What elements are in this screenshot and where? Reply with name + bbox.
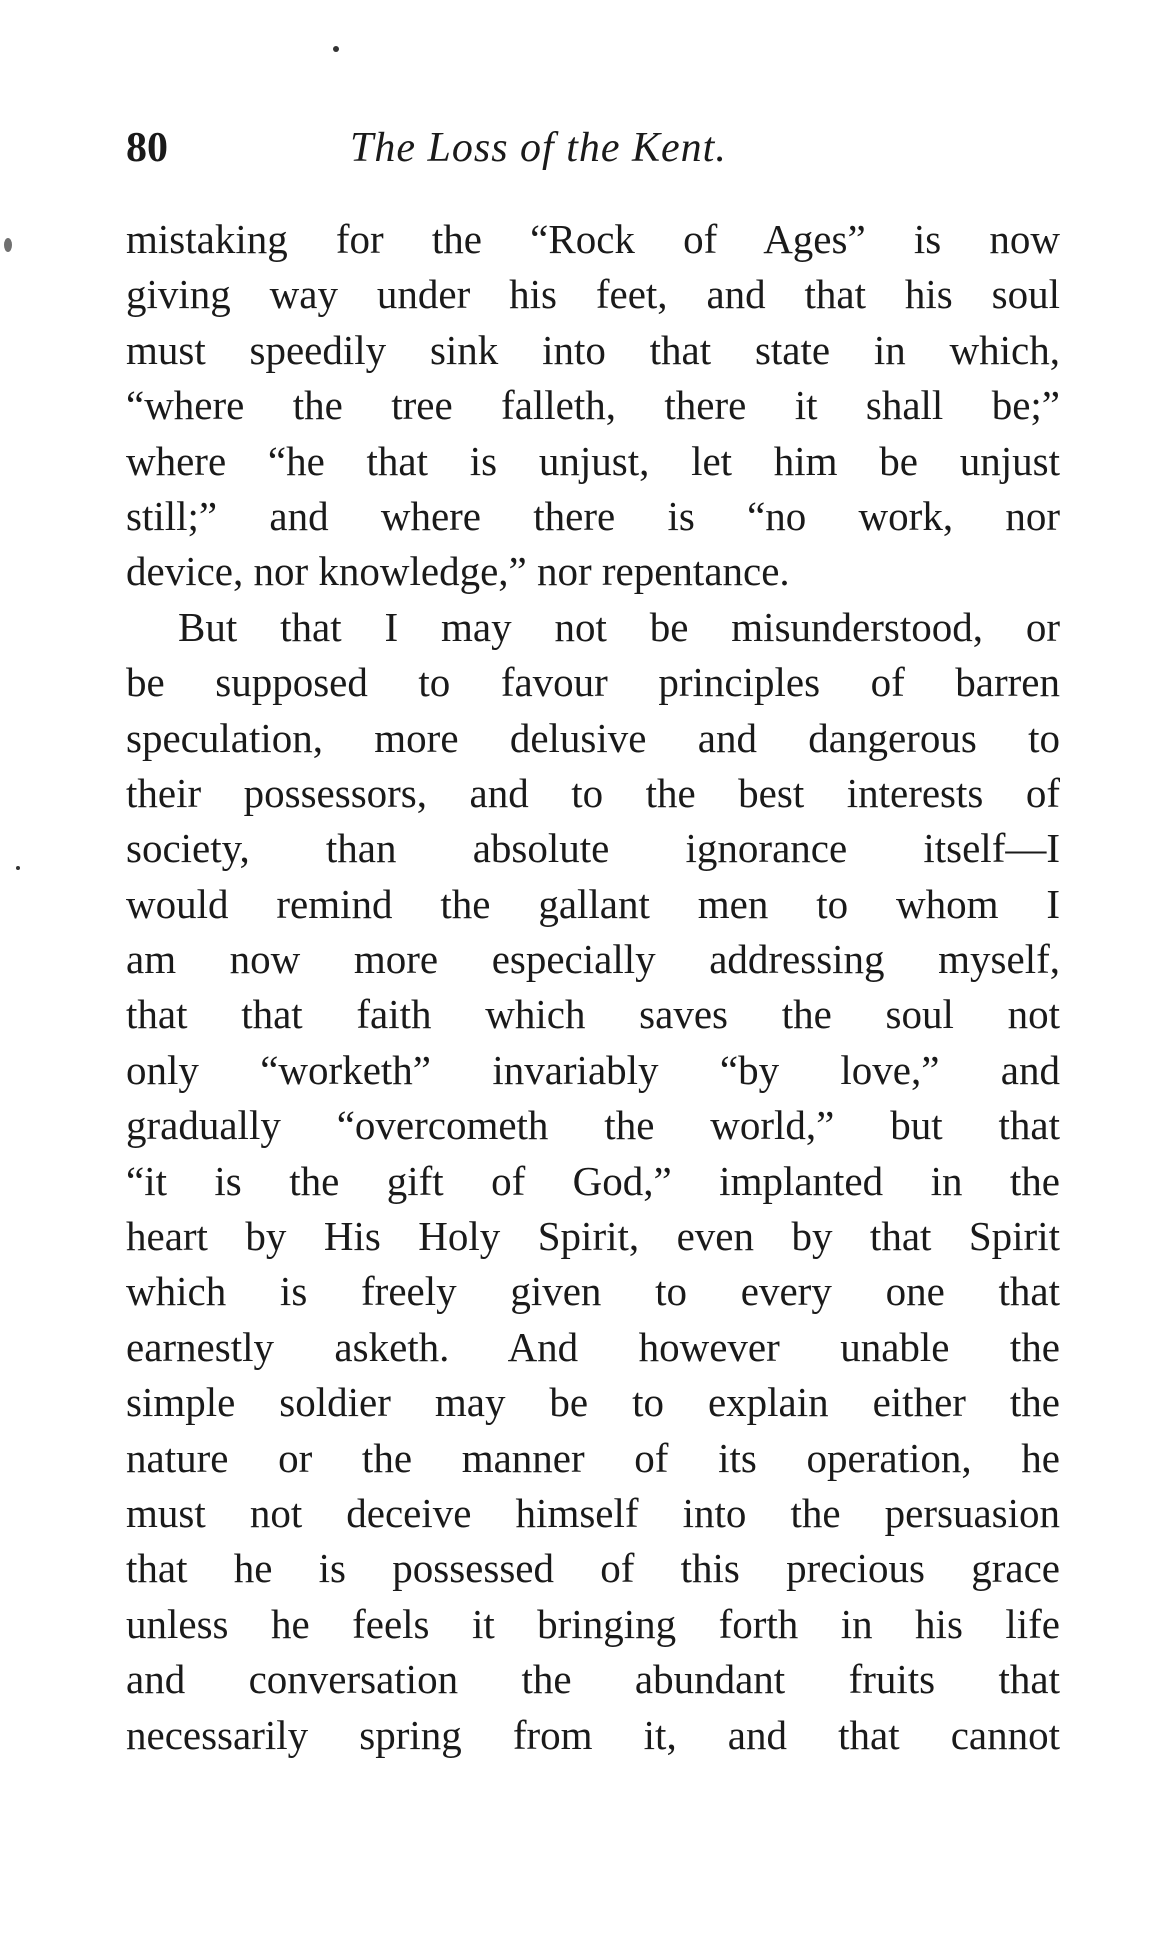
page-number: 80 <box>126 125 168 171</box>
text-line: would remind the gallant men to whom I <box>126 880 1060 927</box>
text-line: must speedily sink into that state in which, <box>126 326 1060 373</box>
text-line: where “he that is unjust, let him be unjust <box>126 437 1060 484</box>
text-line: “it is the gift of God,” implanted in the <box>126 1157 1060 1204</box>
body-text <box>126 212 1060 1763</box>
text-line: giving way under his feet, and that his soul <box>126 271 1060 318</box>
text-line: mistaking for the “Rock of Ages” is now <box>126 216 1060 262</box>
text-line: their possessors, and to the best interests of <box>126 769 1060 816</box>
text-line: simple soldier may be to explain either the <box>126 1379 1060 1426</box>
text-line: still;” and where there is “no work, nor <box>126 492 1060 539</box>
ink-speck <box>16 866 20 870</box>
text-line: gradually “overcometh the world,” but that <box>126 1102 1060 1149</box>
text-line: unless he feels it bringing forth in his life <box>126 1600 1060 1647</box>
text-line: that that faith which saves the soul not <box>126 991 1060 1038</box>
text-line: and conversation the abundant fruits that <box>126 1656 1060 1703</box>
running-title: The Loss of the Kent. <box>350 125 727 171</box>
text-line: device, nor knowledge,” nor repentance. <box>126 548 790 595</box>
page-header <box>126 118 1056 178</box>
text-line: be supposed to favour principles of barren <box>126 659 1060 706</box>
text-line: earnestly asketh. And however unable the <box>126 1323 1060 1370</box>
text-line: must not deceive himself into the persuasion <box>126 1489 1060 1536</box>
text-line: nature or the manner of its operation, he <box>126 1434 1060 1481</box>
text-line: “where the tree falleth, there it shall be;” <box>126 382 1060 429</box>
paragraph-2 <box>126 600 1060 1763</box>
paragraph-1 <box>126 212 1060 600</box>
text-line: am now more especially addressing myself, <box>126 936 1060 983</box>
text-line: that he is possessed of this precious grace <box>126 1545 1060 1592</box>
text-line: which is freely given to every one that <box>126 1268 1060 1315</box>
text-line: speculation, more delusive and dangerous to <box>126 714 1060 761</box>
text-line: necessarily spring from it, and that cannot <box>126 1711 1060 1758</box>
text-line: But that I may not be misunderstood, or <box>178 603 1060 650</box>
ink-speck <box>333 46 339 52</box>
text-line: heart by His Holy Spirit, even by that Spirit <box>126 1213 1060 1260</box>
text-line: society, than absolute ignorance itself—I <box>126 825 1060 872</box>
text-line: only “worketh” invariably “by love,” and <box>126 1046 1060 1093</box>
ink-speck <box>4 238 12 252</box>
